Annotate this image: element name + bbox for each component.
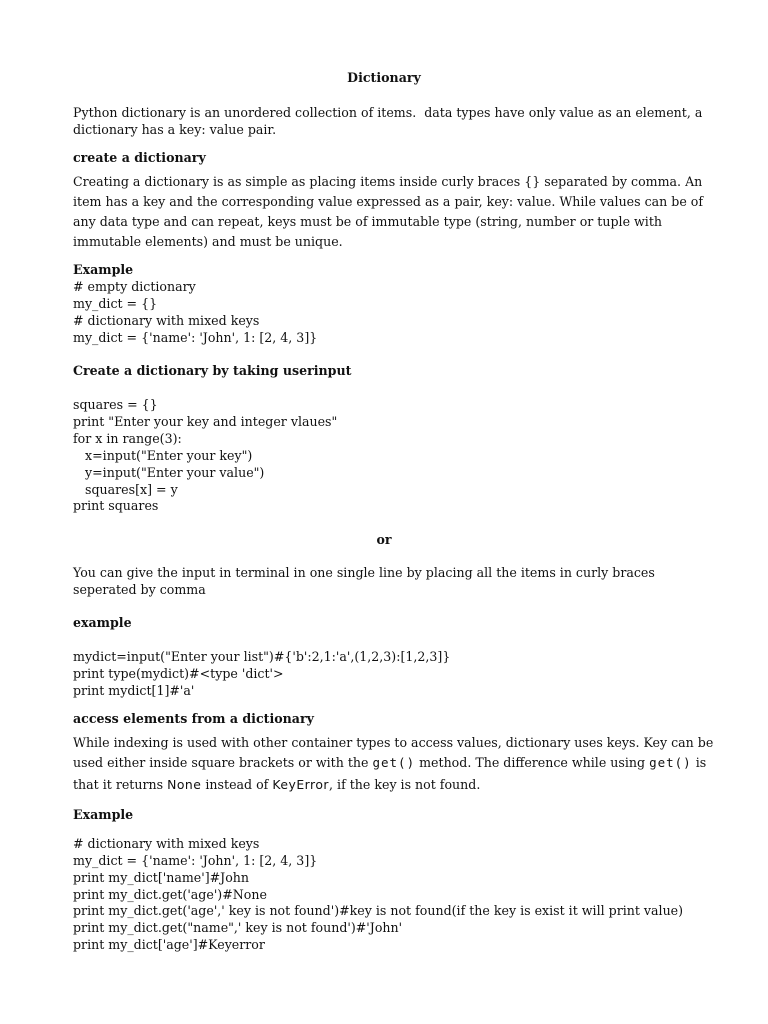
none-code: None	[167, 777, 202, 792]
userinput-code2-line-2: print type(mydict)#<type 'dict'>	[73, 666, 284, 681]
intro-line-1: Python dictionary is an unordered collection of items. data types have only value as an element, a	[73, 105, 703, 120]
create-text-line-1: Creating a dictionary is as simple as placing items inside curly braces {} separated by comma. An	[73, 174, 703, 189]
intro-line-2: dictionary has a key: value pair.	[73, 122, 277, 137]
userinput-code-line-5: y=input("Enter your value")	[73, 465, 265, 480]
access-text-segment: instead of	[201, 777, 273, 792]
create-code-line-4: my_dict = {'name': 'John', 1: [2, 4, 3]}	[73, 330, 318, 345]
access-text-segment: that it returns	[73, 777, 168, 792]
section-heading-create: create a dictionary	[73, 150, 206, 165]
create-code-line-1: # empty dictionary	[73, 279, 196, 294]
access-text-segment: , if the key is not found.	[329, 777, 481, 792]
access-text-line-1: While indexing is used with other container types to access values, dictionary uses keys. Key can be	[73, 735, 714, 750]
access-code-line-6: print my_dict.get("name",' key is not found')#'John'	[73, 920, 403, 935]
create-text-line-2: item has a key and the corresponding value expressed as a pair, key: value. While values can be of	[73, 194, 704, 209]
create-example-label: Example	[73, 262, 134, 277]
create-code-line-3: # dictionary with mixed keys	[73, 313, 260, 328]
userinput-code-line-4: x=input("Enter your key")	[73, 448, 253, 463]
create-text-line-3: any data type and can repeat, keys must be of immutable type (string, number or tuple with	[73, 214, 663, 229]
create-code-line-2: my_dict = {}	[73, 296, 158, 311]
userinput-code2-line-1: mydict=input("Enter your list")#{'b':2,1:'a',(1,2,3):[1,2,3]}	[73, 649, 451, 664]
userinput-text-line-1: You can give the input in terminal in one single line by placing all the items in curly braces	[73, 565, 655, 580]
access-text-segment: used either inside square brackets or with the	[73, 755, 373, 770]
create-text-line-4: immutable elements) and must be unique.	[73, 234, 343, 249]
or-label: or	[376, 532, 392, 547]
access-text-segment: is	[691, 755, 707, 770]
page-title: Dictionary	[347, 70, 421, 85]
access-code-line-1: # dictionary with mixed keys	[73, 836, 260, 851]
section-heading-userinput: Create a dictionary by taking userinput	[73, 363, 352, 378]
access-code-line-4: print my_dict.get('age')#None	[73, 887, 267, 902]
userinput-code2-line-3: print mydict[1]#'a'	[73, 683, 195, 698]
get-method-code: get()	[372, 755, 416, 770]
access-text-line-2	[73, 753, 706, 773]
access-code-line-5: print my_dict.get('age',' key is not found')#key is not found(if the key is exist it will print value)	[73, 903, 684, 918]
userinput-code-line-6: squares[x] = y	[73, 482, 178, 497]
access-text-line-3	[73, 775, 480, 795]
access-code-line-2: my_dict = {'name': 'John', 1: [2, 4, 3]}	[73, 853, 318, 868]
access-code-line-7: print my_dict['age']#Keyerror	[73, 937, 265, 952]
userinput-code-line-3: for x in range(3):	[73, 431, 182, 446]
section-heading-access: access elements from a dictionary	[73, 711, 314, 726]
userinput-code-line-2: print "Enter your key and integer vlaues"	[73, 414, 338, 429]
userinput-text-line-2: seperated by comma	[73, 582, 206, 597]
access-code-line-3: print my_dict['name']#John	[73, 870, 250, 885]
userinput-code-line-1: squares = {}	[73, 397, 158, 412]
access-text-segment: method. The difference while using	[415, 755, 650, 770]
get-method-code: get()	[649, 755, 692, 770]
userinput-example-label: example	[73, 615, 132, 630]
keyerror-code: KeyError	[272, 777, 330, 792]
access-example-label: Example	[73, 807, 134, 822]
userinput-code-line-7: print squares	[73, 498, 159, 513]
